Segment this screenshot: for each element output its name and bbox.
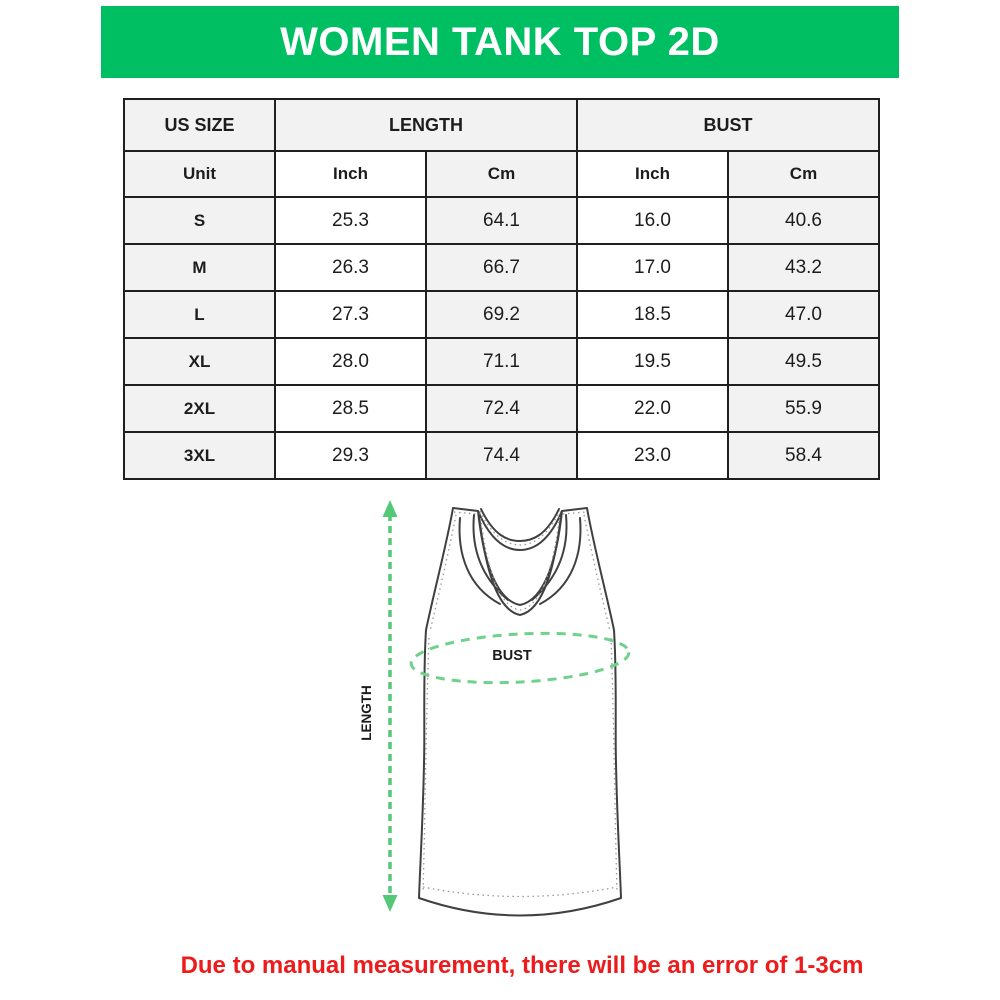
length-arrow — [359, 500, 398, 912]
unit-label: Unit — [124, 151, 275, 197]
size-cell: 3XL — [124, 432, 275, 479]
value-cell: 71.1 — [426, 338, 577, 385]
tank-top-diagram — [350, 488, 660, 946]
value-cell: 49.5 — [728, 338, 879, 385]
value-cell: 18.5 — [577, 291, 728, 338]
value-cell: 19.5 — [577, 338, 728, 385]
measurement-error-note: Due to manual measurement, there will be an error of 1-3cm — [180, 952, 864, 979]
value-cell: 72.4 — [426, 385, 577, 432]
size-cell: S — [124, 197, 275, 244]
value-cell: 27.3 — [275, 291, 426, 338]
tank-top-outline — [419, 508, 621, 916]
value-cell: 66.7 — [426, 244, 577, 291]
value-cell: 22.0 — [577, 385, 728, 432]
size-cell: 2XL — [124, 385, 275, 432]
page-title: WOMEN TANK TOP 2D — [280, 19, 720, 64]
value-cell: 58.4 — [728, 432, 879, 479]
col-header-bust: BUST — [577, 99, 879, 151]
size-cell: XL — [124, 338, 275, 385]
unit-length-inch: Inch — [275, 151, 426, 197]
title-banner — [101, 6, 899, 78]
size-cell: M — [124, 244, 275, 291]
value-cell: 26.3 — [275, 244, 426, 291]
col-header-us-size: US SIZE — [124, 99, 275, 151]
table-unit-row — [124, 151, 879, 197]
value-cell: 29.3 — [275, 432, 426, 479]
table-group-header-row — [124, 99, 879, 151]
value-cell: 55.9 — [728, 385, 879, 432]
value-cell: 16.0 — [577, 197, 728, 244]
value-cell: 23.0 — [577, 432, 728, 479]
table-row-l — [124, 291, 879, 338]
value-cell: 74.4 — [426, 432, 577, 479]
size-cell: L — [124, 291, 275, 338]
table-row-m — [124, 244, 879, 291]
value-cell: 25.3 — [275, 197, 426, 244]
table-row-xl — [124, 338, 879, 385]
value-cell: 17.0 — [577, 244, 728, 291]
unit-bust-cm: Cm — [728, 151, 879, 197]
value-cell: 69.2 — [426, 291, 577, 338]
size-table — [123, 98, 880, 480]
col-header-length: LENGTH — [275, 99, 577, 151]
value-cell: 40.6 — [728, 197, 879, 244]
value-cell: 47.0 — [728, 291, 879, 338]
table-row-2xl — [124, 385, 879, 432]
bust-label: BUST — [492, 648, 532, 664]
value-cell: 28.0 — [275, 338, 426, 385]
table-row-s — [124, 197, 879, 244]
value-cell: 43.2 — [728, 244, 879, 291]
unit-length-cm: Cm — [426, 151, 577, 197]
unit-bust-inch: Inch — [577, 151, 728, 197]
value-cell: 28.5 — [275, 385, 426, 432]
value-cell: 64.1 — [426, 197, 577, 244]
length-label: LENGTH — [359, 685, 374, 741]
table-row-3xl — [124, 432, 879, 479]
